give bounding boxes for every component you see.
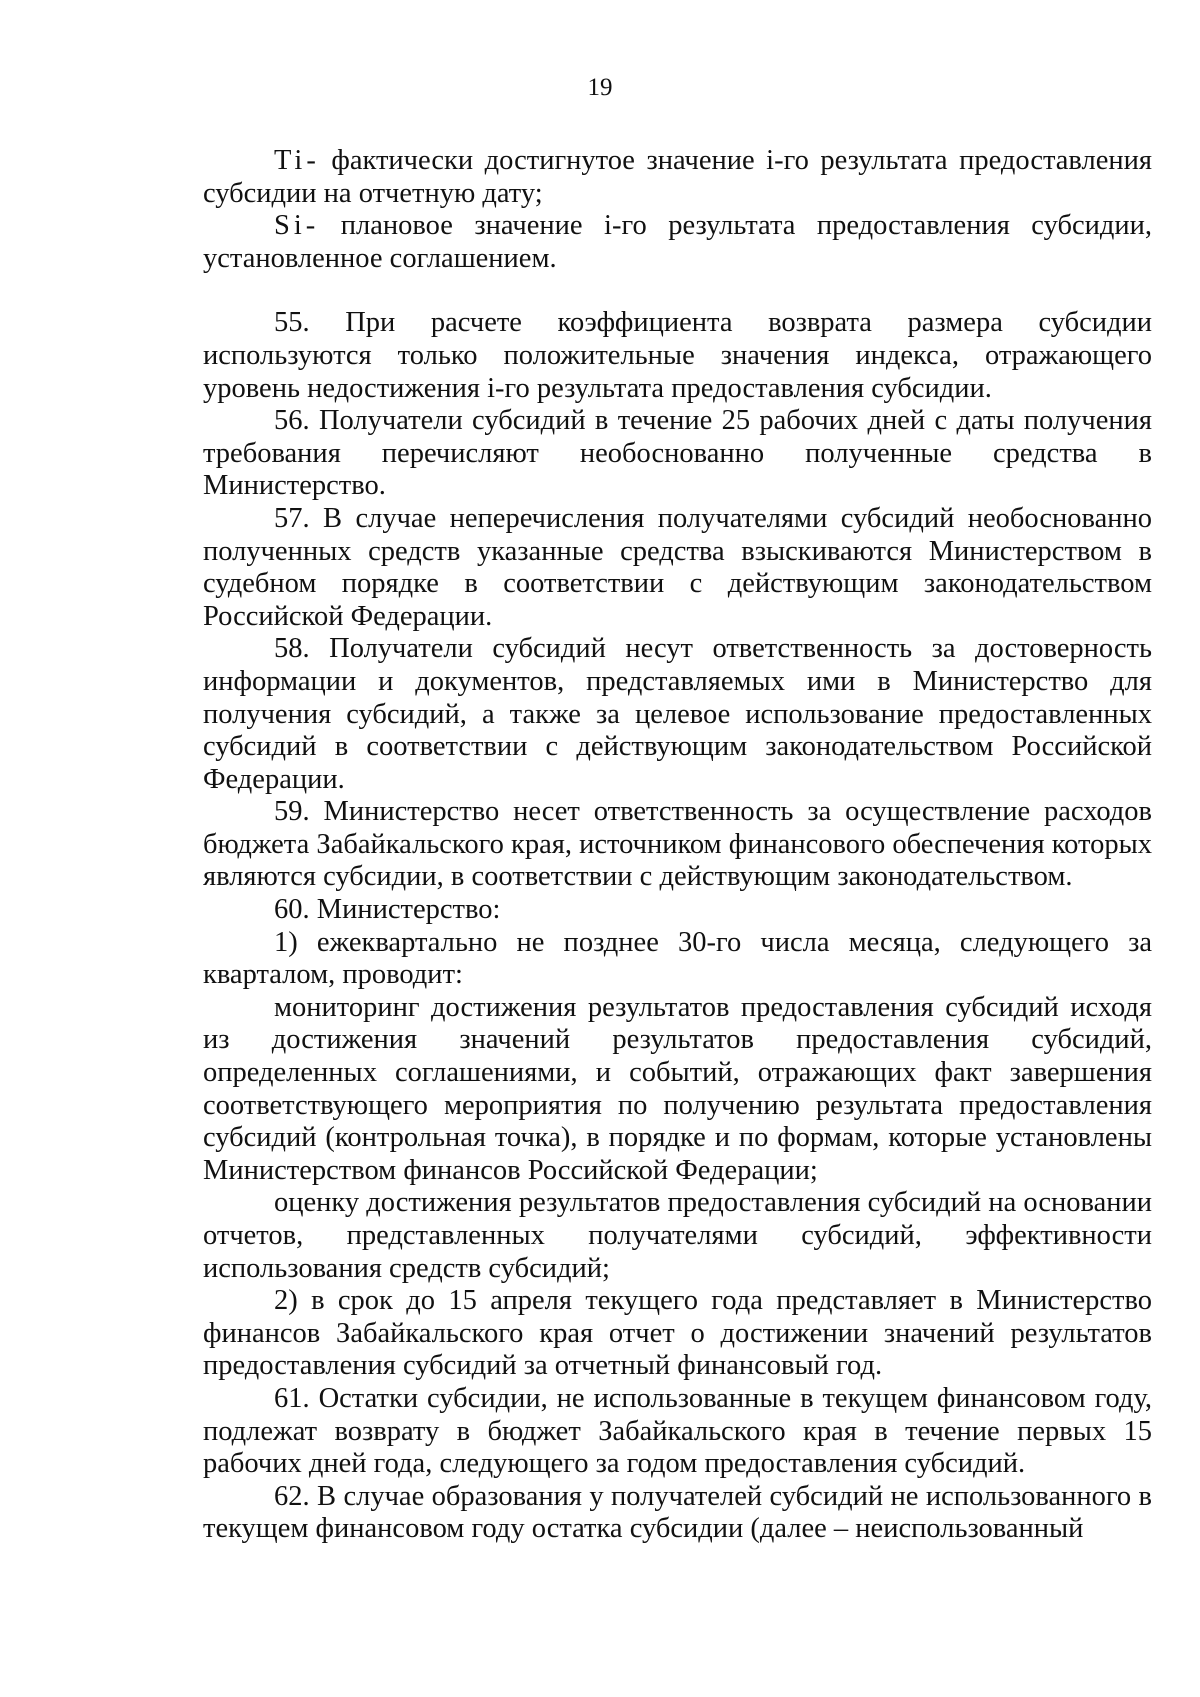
document-body bbox=[203, 145, 1152, 1546]
paragraph-60-item-2: 2) в срок до 15 апреля текущего года представляет в Министерство финансов Забайкальского края отчет о достижении значений результатов предоставления субсидий за отчетный финансовый год. bbox=[203, 1285, 1152, 1382]
paragraph-57: 57. В случае неперечисления получателями субсидий необоснованно полученных средств указанные средства взыскиваются Министерством в судебном порядке в соответствии с действующим законодательством Российской Федерации. bbox=[203, 502, 1152, 632]
variable-si-symbol: Si- bbox=[274, 210, 320, 242]
paragraph-62: 62. В случае образования у получателей субсидий не использованного в текущем финансовом году остатка субсидии (далее – неиспользованный bbox=[203, 1480, 1152, 1545]
paragraph-59: 59. Министерство несет ответственность за осуществление расходов бюджета Забайкальского края, источником финансового обеспечения которых являются субсидии, в соответствии с действующим законодательством. bbox=[203, 796, 1152, 893]
paragraph-60-item-1: 1) ежеквартально не позднее 30-го числа месяца, следующего за кварталом, проводит: bbox=[203, 926, 1152, 991]
paragraph-61: 61. Остатки субсидии, не использованные в текущем финансовом году, подлежат возврату в бюджет Забайкальского края в течение первых 15 рабочих дней года, следующего за годом предоставления субсидий. bbox=[203, 1382, 1152, 1480]
page-number: 19 bbox=[587, 74, 613, 101]
paragraph-60: 60. Министерство: bbox=[274, 894, 501, 926]
variable-ti-symbol: Ti- bbox=[274, 145, 320, 176]
definition-si-text: плановое значение i-го результата предоставления субсидии, установленное соглашением. bbox=[203, 210, 1152, 274]
definition-si bbox=[203, 210, 1152, 275]
definition-ti-text: фактически достигнутое значение i-го результата предоставления субсидии на отчетную дату; bbox=[203, 145, 1152, 209]
paragraph-60-item-1-monitoring: мониторинг достижения результатов предоставления субсидий исходя из достижения значений результатов предоставления субсидий, определенных соглашениями, и событий, отражающих факт завершения соответствующего мероприятия по получению результата предоставления субсидий (контрольная точка), в порядке и по формам, которые установлены Министерством финансов Российской Федерации; bbox=[203, 991, 1152, 1186]
paragraph-55: 55. При расчете коэффициента возврата размера субсидии используются только положительные значения индекса, отражающего уровень недостижения i-го результата предоставления субсидии. bbox=[203, 307, 1152, 404]
paragraph-58: 58. Получатели субсидий несут ответственность за достоверность информации и документов, представляемых ими в Министерство для получения субсидий, а также за целевое использование предоставленных субсидий в соответствии с действующим законодательством Российской Федерации. bbox=[203, 633, 1152, 795]
paragraph-60-item-1-evaluation: оценку достижения результатов предоставления субсидий на основании отчетов, представленных получателями субсидий, эффективности использования средств субсидий; bbox=[203, 1187, 1152, 1284]
paragraph-56: 56. Получатели субсидий в течение 25 рабочих дней с даты получения требования перечисляют необоснованно полученные средства в Министерство. bbox=[203, 405, 1152, 502]
definition-ti bbox=[203, 145, 1152, 210]
